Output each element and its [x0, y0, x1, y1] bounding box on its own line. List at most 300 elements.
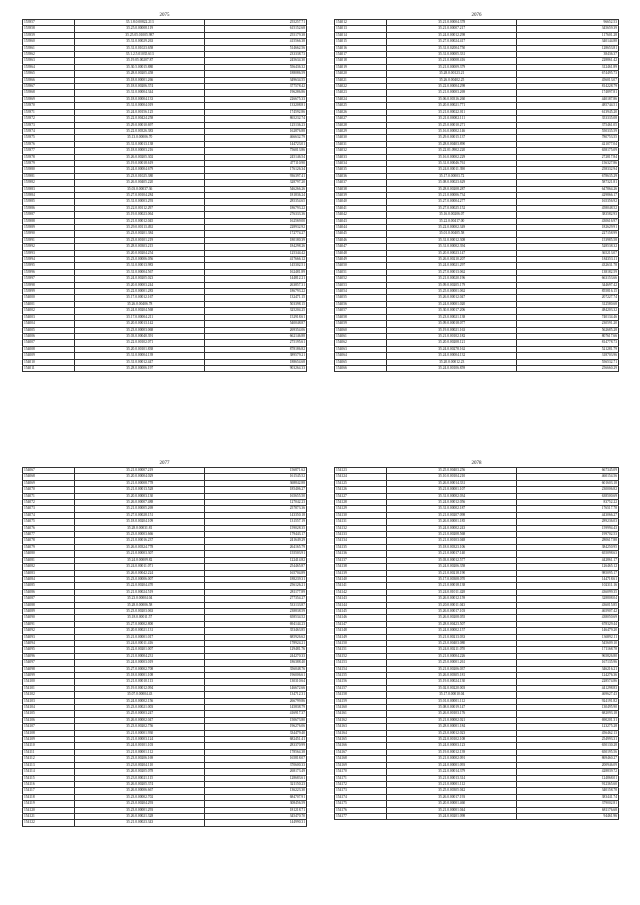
code-cell: 35.23.0.00203.063	[75, 608, 205, 614]
code-cell: 35.10.0.00104.210	[387, 474, 517, 480]
amount-cell: 125344.42	[204, 250, 306, 256]
row-id-cell: 154152	[335, 653, 387, 659]
row-id-cell: 153998	[23, 282, 75, 288]
code-cell: 35.21.0.00103.048	[387, 538, 517, 544]
amount-cell: 658534.52	[204, 615, 306, 621]
code-cell: 35.28.0.00208.287	[387, 186, 517, 192]
row-id-cell: 154105	[23, 711, 75, 717]
row-id-cell: 153991	[23, 237, 75, 243]
amount-cell: 550335.59	[516, 128, 618, 134]
row-id-cell: 154056	[335, 301, 387, 307]
row-id-cell: 154161	[335, 711, 387, 717]
code-cell: 35.24.0.00156.125	[75, 109, 205, 115]
row-id-cell: 154137	[335, 557, 387, 563]
row-id-cell: 154100	[23, 679, 75, 685]
row-id-cell: 154139	[335, 570, 387, 576]
block-title: 2077	[159, 461, 170, 466]
code-cell: 35.18.0.00206.374	[75, 84, 205, 90]
amount-cell: 145838.79	[204, 705, 306, 711]
table-block-2078	[334, 460, 619, 820]
row-id-cell: 154057	[335, 308, 387, 314]
code-cell: 35.03.0.00040.391	[75, 333, 205, 339]
row-id-cell: 154168	[335, 756, 387, 762]
amount-cell: 159028.35	[204, 525, 306, 531]
amount-cell: 176517.78	[516, 506, 618, 512]
amount-cell: 682093.18	[516, 711, 618, 717]
amount-cell: 207227.74	[516, 295, 618, 301]
code-cell: 35.31.0.00002.187	[387, 506, 517, 512]
code-cell: 35.08.0.00019.147	[387, 705, 517, 711]
amount-cell: 258332.94	[516, 167, 618, 173]
row-id-cell: 153965	[23, 71, 75, 77]
code-cell: 35.22.0.00424.258	[75, 116, 205, 122]
code-cell: 35.21.0.00006.734	[387, 192, 517, 198]
code-cell: 35.20.0.00001.460	[387, 801, 517, 807]
code-cell: 35.22.0.00102.071	[75, 340, 205, 346]
row-id-cell: 154112	[23, 756, 75, 762]
code-cell: 35.30.0.00017.206	[387, 308, 517, 314]
block-title: 2078	[471, 461, 482, 466]
row-id-cell: 154140	[335, 576, 387, 582]
amount-cell: 94461.96	[516, 813, 618, 819]
row-id-cell: 153978	[23, 154, 75, 160]
amount-cell: 269354.06	[204, 327, 306, 333]
amount-cell: 122414.82	[204, 557, 306, 563]
code-cell: 35.21.0.00003.269	[387, 90, 517, 96]
row-id-cell: 154001	[23, 301, 75, 307]
code-cell: 35.21.0.00008.778	[75, 480, 205, 486]
code-cell: 35.16.0.00002.229	[387, 154, 517, 160]
code-cell: 35.21.0.00208.568	[387, 532, 517, 538]
code-cell: 35.24.0.00211.070	[387, 647, 517, 653]
code-cell: 35.21.0.00002.111	[387, 116, 517, 122]
code-cell: 35.1.2.5.01035.613	[75, 52, 205, 58]
row-id-cell: 154091	[23, 621, 75, 627]
code-cell: 35.19.0.00021.163	[387, 327, 517, 333]
row-id-cell: 153962	[23, 52, 75, 58]
row-id-cell: 154120	[23, 807, 75, 813]
row-id-cell: 154126	[335, 487, 387, 493]
row-id-cell: 154175	[335, 801, 387, 807]
row-id-cell: 154106	[23, 717, 75, 723]
row-id-cell: 154109	[23, 737, 75, 743]
amount-cell: 469627.43	[516, 692, 618, 698]
amount-cell: 807617.66	[516, 333, 618, 339]
code-cell: 35.21.0.00005.269	[75, 506, 205, 512]
amount-cell: 383441.74	[516, 794, 618, 800]
amount-cell: 415566.38	[204, 39, 306, 45]
amount-cell: 903264.33	[204, 365, 306, 371]
amount-cell: 416917.37	[204, 711, 306, 717]
block-title: 2076	[471, 13, 482, 18]
row-id-cell: 154150	[335, 640, 387, 646]
amount-cell: 356048.76	[204, 666, 306, 672]
row-id-cell: 153969	[23, 96, 75, 102]
code-cell: 35.19.0.00012.139	[387, 749, 517, 755]
code-cell: 35.24.0.00012.298	[387, 32, 517, 38]
amount-cell: 136223.30	[204, 788, 306, 794]
amount-cell: 780753.55	[516, 135, 618, 141]
row-id-cell: 154071	[23, 493, 75, 499]
amount-cell: 562685.28	[516, 327, 618, 333]
amount-cell: 129481.76	[204, 647, 306, 653]
row-id-cell: 153987	[23, 212, 75, 218]
code-cell: 35.31.0.00002.394	[387, 244, 517, 250]
code-cell: 35.22.0.00014.379	[387, 769, 517, 775]
code-cell: 35.21.0.00002.021	[387, 717, 517, 723]
amount-cell: 188086.59	[204, 71, 306, 77]
row-id-cell: 154068	[23, 474, 75, 480]
amount-cell: 186793.22	[204, 289, 306, 295]
amount-cell: 185406.27	[204, 487, 306, 493]
row-id-cell: 154067	[23, 468, 75, 474]
amount-cell: 546266.26	[204, 186, 306, 192]
code-cell: 35.13.0.00006.70	[75, 135, 205, 141]
row-id-cell: 154015	[335, 39, 387, 45]
row-id-cell: 154174	[335, 794, 387, 800]
row-id-cell: 154023	[335, 90, 387, 96]
code-cell: 35.23.0.00001.293	[75, 807, 205, 813]
amount-cell: 138182.59	[516, 269, 618, 275]
amount-cell: 503398.15	[204, 301, 306, 307]
code-cell: 35.26.0.00006.667	[75, 788, 205, 794]
code-cell: 35.30.5.00015.880	[75, 64, 205, 70]
amount-cell: 146672.66	[204, 685, 306, 691]
row-id-cell: 154072	[23, 500, 75, 506]
code-cell: 35.26.0.00205.302	[75, 154, 205, 160]
amount-cell: 587321.81	[516, 180, 618, 186]
code-cell: 35.19.0.00018.619	[75, 160, 205, 166]
row-id-cell: 154083	[23, 570, 75, 576]
row-id-cell: 154143	[335, 596, 387, 602]
block-title: 2075	[159, 13, 170, 18]
code-cell: 35.23.0.00204.110	[75, 762, 205, 768]
row-id-cell: 154135	[335, 544, 387, 550]
row-id-cell: 154119	[23, 801, 75, 807]
code-cell: 35.31.0.00005.331	[387, 52, 517, 58]
code-cell: 35.26.0.00324.778	[75, 544, 205, 550]
code-cell: 35.28.0.00123.21	[387, 71, 517, 77]
row-id-cell: 154040	[335, 199, 387, 205]
row-id-cell: 154163	[335, 724, 387, 730]
code-cell: 35.31.0.00046.761	[387, 160, 517, 166]
code-cell: 35.21.0.00013.528	[75, 487, 205, 493]
row-id-cell: 154154	[335, 666, 387, 672]
row-id-cell: 154051	[335, 269, 387, 275]
row-id-cell: 154118	[23, 794, 75, 800]
row-id-cell: 153960	[23, 39, 75, 45]
row-id-cell: 154052	[335, 276, 387, 282]
code-cell: 35.26.0.00305.181	[387, 673, 517, 679]
row-id-cell: 154134	[335, 538, 387, 544]
row-id-cell: 153986	[23, 205, 75, 211]
row-id-cell: 154098	[23, 666, 75, 672]
code-cell: 35.26.0.00001.185	[387, 519, 517, 525]
amount-cell: 186388.40	[204, 660, 306, 666]
amount-cell: 869460.27	[516, 756, 618, 762]
amount-cell: 965826.80	[516, 653, 618, 659]
amount-cell: 133208.81	[204, 103, 306, 109]
code-cell: 35.21.0.00022.011	[387, 109, 517, 115]
row-id-cell: 154108	[23, 730, 75, 736]
amount-cell: 144723.01	[204, 141, 306, 147]
row-id-cell: 154078	[23, 538, 75, 544]
code-cell: 35.23.0.00006.007	[75, 576, 205, 582]
code-cell: 35.21.0.00213.033	[387, 634, 517, 640]
row-id-cell: 154037	[335, 180, 387, 186]
code-cell: 35.20.0.00101.838	[75, 346, 205, 352]
amount-cell: 162481.89	[204, 269, 306, 275]
code-cell: 35.18.0.00204.109	[75, 519, 205, 525]
amount-cell: 131557.19	[204, 519, 306, 525]
amount-cell: 230006.82	[516, 487, 618, 493]
code-cell: 35.27.0.00013.062	[387, 269, 517, 275]
amount-cell: 275195.61	[204, 340, 306, 346]
code-cell: 35.24.0.00101.103	[75, 743, 205, 749]
amount-cell: 174897.81	[516, 90, 618, 96]
amount-cell: 379002.81	[516, 801, 618, 807]
row-id-cell: 154032	[335, 148, 387, 154]
amount-cell: 349634.55	[204, 77, 306, 83]
row-id-cell: 154125	[335, 480, 387, 486]
code-cell: 35.24.0.00001.020	[387, 301, 517, 307]
amount-cell: 344697.42	[516, 282, 618, 288]
row-id-cell: 154136	[335, 551, 387, 557]
row-id-cell: 153983	[23, 186, 75, 192]
row-id-cell: 153985	[23, 199, 75, 205]
code-cell: 35.21.0.00218.190	[387, 570, 517, 576]
code-cell: 35.24.0.00204.568	[75, 308, 205, 314]
amount-cell: 814778.73	[516, 340, 618, 346]
code-cell: 35.23.0.00003.068	[75, 327, 205, 333]
code-cell: 35.19.0.00012.094	[75, 685, 205, 691]
amount-cell: 545609.10	[516, 640, 618, 646]
row-id-cell: 154073	[23, 506, 75, 512]
amount-cell: 83752.22	[516, 500, 618, 506]
row-id-cell: 154016	[335, 45, 387, 51]
amount-cell: 421077.04	[516, 141, 618, 147]
row-id-cell: 154010	[23, 359, 75, 365]
row-id-cell: 154115	[23, 775, 75, 781]
data-table	[22, 467, 307, 827]
amount-cell: 179443.17	[204, 532, 306, 538]
amount-cell: 200946.09	[516, 762, 618, 768]
code-cell: 35.16.0.00206.07	[387, 212, 517, 218]
code-cell: 35.26.0.00402.25	[387, 77, 517, 83]
code-cell: 35.24.0.00012.056	[387, 500, 517, 506]
code-cell: 35.22.0.00201.007	[75, 647, 205, 653]
code-cell: 35.20.0.00003.130	[75, 493, 205, 499]
amount-cell: 667345.09	[516, 468, 618, 474]
row-id-cell: 153970	[23, 103, 75, 109]
amount-cell: 165704.89	[204, 570, 306, 576]
amount-cell: 533133.87	[204, 602, 306, 608]
row-id-cell: 154027	[335, 116, 387, 122]
row-id-cell: 154113	[23, 762, 75, 768]
row-id-cell: 153976	[23, 141, 75, 147]
row-id-cell: 154158	[335, 692, 387, 698]
code-cell: 35.25.0.00010.271	[387, 122, 517, 128]
code-cell: 35.25.0.00003.247	[75, 711, 205, 717]
data-table	[334, 19, 619, 372]
code-cell: 35.28.0.00001.184	[387, 724, 517, 730]
amount-cell: 256126.21	[204, 583, 306, 589]
code-cell: 35.26.0.00405.220	[75, 180, 205, 186]
row-id-cell: 154041	[335, 205, 387, 211]
code-cell: 35.18.0.00001.108	[75, 673, 205, 679]
amount-cell: 441298.83	[516, 685, 618, 691]
row-id-cell: 153980	[23, 167, 75, 173]
amount-cell: 226675.33	[204, 96, 306, 102]
code-cell: 35.21.0.00012.045	[75, 218, 205, 224]
code-cell: 35.23.0.00012.023	[387, 730, 517, 736]
amount-cell: 440187.86	[516, 96, 618, 102]
code-cell: 35.31.0.00013.983	[75, 263, 205, 269]
row-id-cell: 153989	[23, 225, 75, 231]
row-id-cell: 154087	[23, 596, 75, 602]
row-id-cell: 154077	[23, 532, 75, 538]
row-id-cell: 154066	[335, 365, 387, 371]
code-cell: 35.21.0.00007.219	[75, 468, 205, 474]
amount-cell: 312461.89	[516, 64, 618, 70]
amount-cell: 924191.82	[516, 698, 618, 704]
amount-cell: 172774.27	[204, 231, 306, 237]
amount-cell: 521281.79	[516, 346, 618, 352]
amount-cell: 156327.86	[516, 160, 618, 166]
row-id-cell: 154159	[335, 698, 387, 704]
code-cell: 35.27.0.00025.152	[387, 205, 517, 211]
code-cell: 35.23.0.00202.756	[75, 724, 205, 730]
row-id-cell: 154110	[23, 743, 75, 749]
amount-cell: 176126.34	[204, 167, 306, 173]
row-id-cell: 154005	[23, 327, 75, 333]
amount-cell: 466632.79	[204, 135, 306, 141]
row-id-cell: 154127	[335, 493, 387, 499]
amount-cell: 228932.92	[204, 225, 306, 231]
amount-cell: 936397.41	[204, 173, 306, 179]
code-cell: 35.31.0.00004.019	[75, 103, 205, 109]
amount-cell: 312580.68	[516, 301, 618, 307]
row-id-cell: 154099	[23, 673, 75, 679]
amount-cell: 283370.99	[204, 743, 306, 749]
code-cell: 35.23.0.00021.138	[387, 314, 517, 320]
row-id-cell: 154035	[335, 167, 387, 173]
amount-cell: 228574.86	[516, 679, 618, 685]
amount-cell: 245146.54	[204, 154, 306, 160]
row-id-cell: 154097	[23, 660, 75, 666]
amount-cell: 325204.25	[204, 308, 306, 314]
code-cell: 35.23.0.00006.056	[75, 257, 205, 263]
code-cell: 35.26.0.00210.207	[387, 257, 517, 263]
row-id-cell: 153968	[23, 90, 75, 96]
amount-cell: 384250.95	[516, 544, 618, 550]
amount-cell: 615152.68	[204, 26, 306, 32]
amount-cell: 96652.53	[516, 20, 618, 26]
row-id-cell: 154173	[335, 788, 387, 794]
code-cell: 35.22.0.00102.108	[387, 737, 517, 743]
code-cell: 35.02.0.00220.003	[387, 685, 517, 691]
code-cell: 35.01.0.00001.112	[387, 698, 517, 704]
code-cell: 35.24.0.00106.859	[387, 365, 517, 371]
amount-cell: 153985.58	[516, 237, 618, 243]
code-cell: 35.21.0.00206.037	[387, 666, 517, 672]
code-cell: 35.22.0.00004.298	[387, 84, 517, 90]
row-id-cell: 154084	[23, 576, 75, 582]
row-id-cell: 154024	[335, 96, 387, 102]
amount-cell: 156871.62	[204, 468, 306, 474]
amount-cell: 985095.17	[516, 570, 618, 576]
amount-cell: 318703.96	[516, 353, 618, 359]
code-cell: 35.27.0.00002.708	[75, 666, 205, 672]
amount-cell: 678329.44	[516, 621, 618, 627]
code-cell: 35.08.0.00023.629	[387, 180, 517, 186]
code-cell: 35.24.0.00021.297	[387, 263, 517, 269]
amount-cell: 146479.20	[516, 628, 618, 634]
code-cell: 35.24.0.00009.82	[75, 557, 205, 563]
row-id-cell: 154008	[23, 346, 75, 352]
amount-cell: 878186.82	[204, 346, 306, 352]
code-cell: 35.24.0.00004.679	[75, 167, 205, 173]
amount-cell: 328797.20	[204, 180, 306, 186]
amount-cell: 171168.78	[516, 647, 618, 653]
code-cell: 35.29.0.00010.697	[75, 122, 205, 128]
row-id-cell: 154151	[335, 647, 387, 653]
code-cell: 35.23.0.00201.384	[75, 231, 205, 237]
code-cell: 35.19.0.00023.064	[75, 212, 205, 218]
code-cell: 35.27.0.00024.417	[387, 39, 517, 45]
row-id-cell: 154093	[23, 634, 75, 640]
row-id-cell: 153972	[23, 116, 75, 122]
row-id-cell: 154167	[335, 749, 387, 755]
code-cell: 35.24.0.00206.358	[387, 564, 517, 570]
code-cell: 35.23.0.00101.219	[75, 237, 205, 243]
row-id-cell: 153997	[23, 276, 75, 282]
code-cell: 35.21.0.00018.138	[387, 583, 517, 589]
row-id-cell: 153996	[23, 269, 75, 275]
amount-cell: 268173.49	[204, 769, 306, 775]
amount-cell: 281177.89	[204, 589, 306, 595]
code-cell: 35.20.0.00208.121	[387, 340, 517, 346]
row-id-cell: 154009	[23, 353, 75, 359]
amount-cell: 340144.88	[516, 39, 618, 45]
row-id-cell: 154138	[335, 564, 387, 570]
row-id-cell: 153999	[23, 289, 75, 295]
code-cell: 35.28.0.00031.81	[75, 525, 205, 531]
code-cell: 35.29.0.00015.137	[387, 135, 517, 141]
row-id-cell: 154147	[335, 621, 387, 627]
row-id-cell: 154065	[335, 359, 387, 365]
amount-cell: 150673.80	[204, 717, 306, 723]
amount-cell: 638500.69	[516, 493, 618, 499]
code-cell: 35.21.0.00102.182	[387, 333, 517, 339]
row-id-cell: 154003	[23, 314, 75, 320]
row-id-cell: 154019	[335, 64, 387, 70]
row-id-cell: 154157	[335, 685, 387, 691]
code-cell: 35.23.0.00403.080	[387, 640, 517, 646]
amount-cell: 117601.28	[516, 32, 618, 38]
code-cell: 35.21.0.00004.231	[75, 653, 205, 659]
code-cell: 35.24.0.00001.093	[387, 762, 517, 768]
row-id-cell: 154002	[23, 308, 75, 314]
row-id-cell: 154166	[335, 743, 387, 749]
code-cell: 35.22.0.00417.00	[387, 218, 517, 224]
amount-cell: 855816.15	[516, 289, 618, 295]
row-id-cell: 153974	[23, 128, 75, 134]
amount-cell: 184353.11	[516, 257, 618, 263]
amount-cell: 263857.31	[204, 282, 306, 288]
code-cell: 35.31.0.00004.139	[75, 353, 205, 359]
amount-cell: 484203.32	[516, 308, 618, 314]
